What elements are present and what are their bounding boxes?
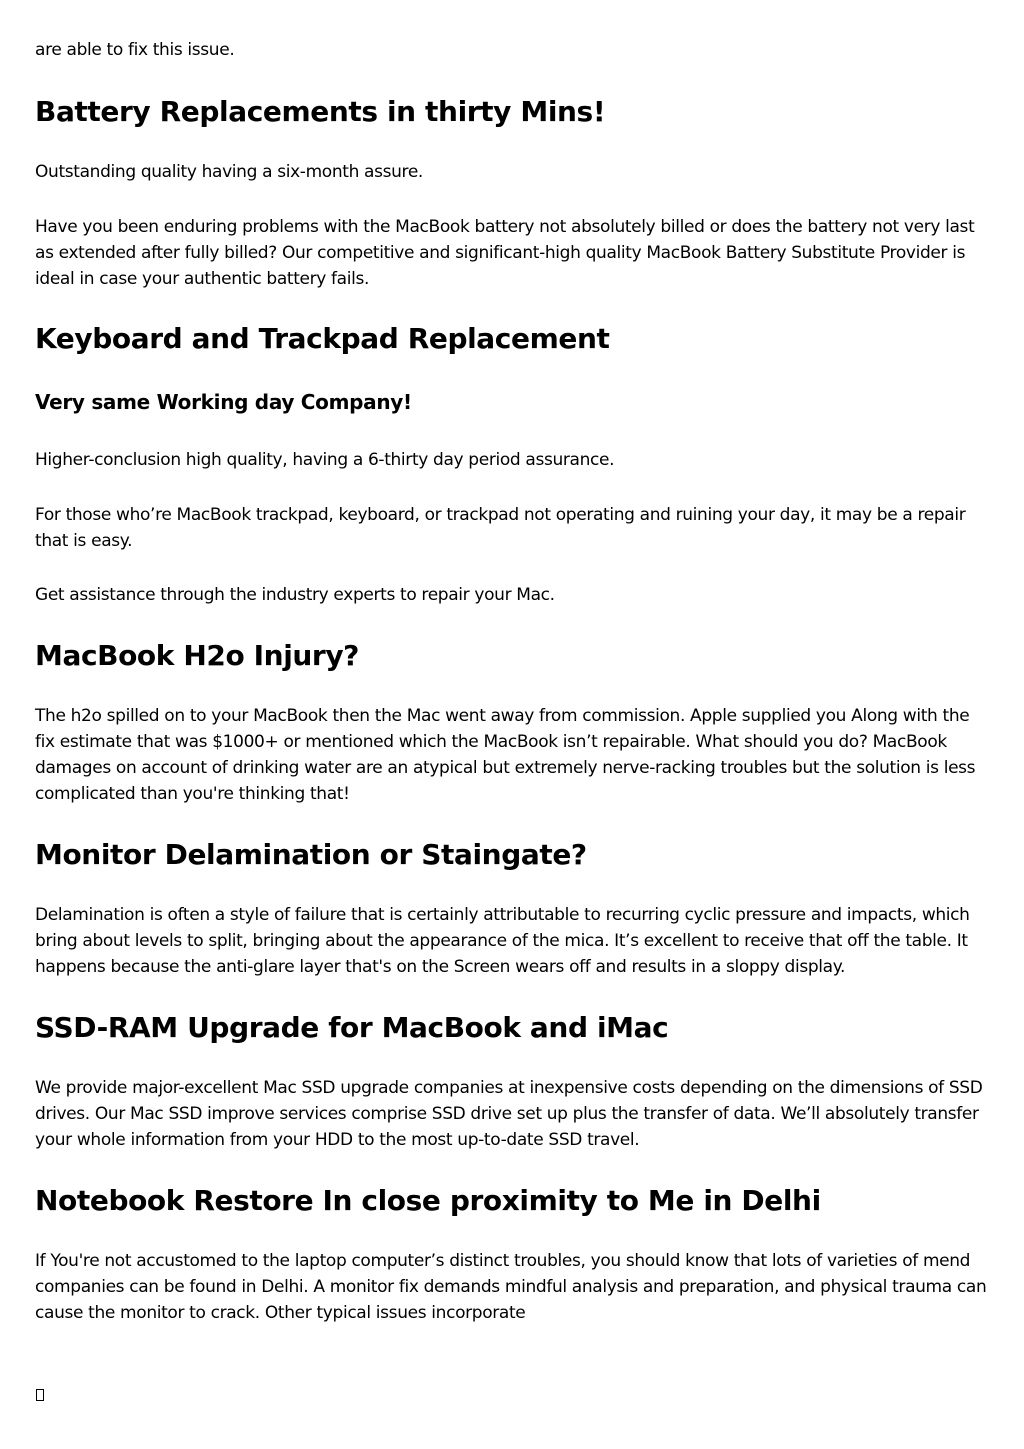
water-paragraph-1: The h2o spilled on to your MacBook then the Mac went away from commission. Apple supplied you Along with the fix estimate that was $1000+ or mentioned which the MacBook isn’t repairable. What should you do? MacBook damages on account of drinking water are an atypical but extremely nerve-racking troubles but the solution is less complicated than you're thinking that! xyxy=(35,706,976,804)
heading-notebook-restore-delhi: Notebook Restore In close proximity to Me in Delhi xyxy=(35,1184,821,1217)
heading-water-injury: MacBook H2o Injury? xyxy=(35,639,360,672)
keyboard-paragraph-2: For those who’re MacBook trackpad, keyboard, or trackpad not operating and ruining your day, it may be a repair that is easy. xyxy=(35,505,966,551)
heading-keyboard-trackpad: Keyboard and Trackpad Replacement xyxy=(35,322,610,355)
intro-tail-text: are able to fix this issue. xyxy=(35,40,235,60)
keyboard-paragraph-3: Get assistance through the industry experts to repair your Mac. xyxy=(35,585,555,605)
battery-paragraph-1: Outstanding quality having a six-month assure. xyxy=(35,162,423,182)
notebook-paragraph-1: If You're not accustomed to the laptop computer’s distinct troubles, you should know that lots of varieties of mend companies can be found in Delhi. A monitor fix demands mindful analysis and preparation, and physical trauma can cause the monitor to crack. Other typical issues incorporate xyxy=(35,1251,987,1323)
ssd-paragraph-1: We provide major-excellent Mac SSD upgrade companies at inexpensive costs depending on the dimensions of SSD drives. Our Mac SSD improve services comprise SSD drive set up plus the transfer of data. We’ll absolutely transfer your whole information from your HDD to the most up-to-date SSD travel. xyxy=(35,1078,983,1150)
heading-battery-replacements: Battery Replacements in thirty Mins! xyxy=(35,95,606,128)
battery-paragraph-2: Have you been enduring problems with the MacBook battery not absolutely billed or does the battery not very last as extended after fully billed? Our competitive and significant-high quality MacBook Battery Substitute Provider is ideal in case your authentic battery fails. xyxy=(35,217,975,289)
subheading-same-day-company: Very same Working day Company! xyxy=(35,390,412,414)
missing-glyph-box-icon xyxy=(36,1389,44,1401)
heading-ssd-ram-upgrade: SSD-RAM Upgrade for MacBook and iMac xyxy=(35,1011,669,1044)
delamination-paragraph-1: Delamination is often a style of failure that is certainly attributable to recurring cyclic pressure and impacts, which bring about levels to split, bringing about the appearance of the mica. It’s excellent to receive that off the table. It happens because the anti-glare layer that's on the Screen wears off and results in a sloppy display. xyxy=(35,905,970,977)
heading-monitor-delamination: Monitor Delamination or Staingate? xyxy=(35,838,587,871)
keyboard-paragraph-1: Higher-conclusion high quality, having a 6-thirty day period assurance. xyxy=(35,450,615,470)
